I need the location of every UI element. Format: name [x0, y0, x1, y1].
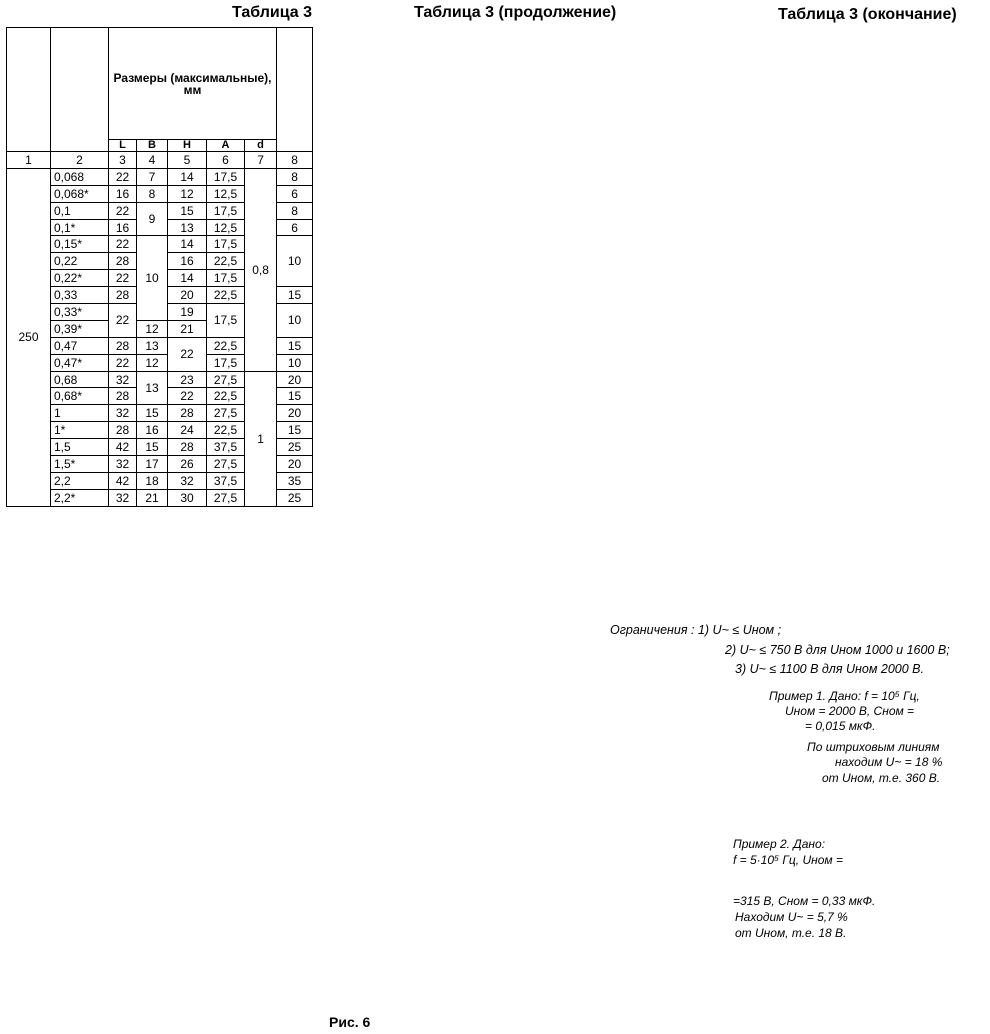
- example1-line6: от Uном, т.е. 360 В.: [822, 771, 941, 785]
- height-cell: 21: [168, 320, 207, 337]
- pitch-cell: 37,5: [207, 472, 245, 489]
- mass-cell: 25: [277, 489, 313, 506]
- pitch-cell: 37,5: [207, 439, 245, 456]
- width-cell: 21: [137, 489, 168, 506]
- lead-diameter-cell: 0,8: [245, 168, 277, 371]
- mass-cell: 35: [277, 472, 313, 489]
- table3-title: Таблица 3: [232, 4, 313, 21]
- colnum-mass: 8: [277, 152, 313, 169]
- capacity-cell: 2,2*: [51, 489, 109, 506]
- mass-cell: 10: [277, 236, 313, 287]
- pitch-cell: 27,5: [207, 456, 245, 473]
- length-cell: 28: [109, 253, 137, 270]
- capacity-cell: 1,5*: [51, 456, 109, 473]
- length-cell: 32: [109, 456, 137, 473]
- colnum-d: 7: [245, 152, 277, 169]
- header-dims: Размеры (максимальные), мм: [109, 28, 277, 140]
- height-cell: 24: [168, 422, 207, 439]
- mass-cell: 6: [277, 219, 313, 236]
- capacity-cell: 1,5: [51, 439, 109, 456]
- width-cell: 16: [137, 422, 168, 439]
- mass-cell: 10: [277, 304, 313, 338]
- capacity-cell: 2,2: [51, 472, 109, 489]
- pitch-cell: 17,5: [207, 354, 245, 371]
- capacity-cell: 1: [51, 405, 109, 422]
- capacity-cell: 0,68: [51, 371, 109, 388]
- pitch-cell: 17,5: [207, 202, 245, 219]
- length-cell: 22: [109, 168, 137, 185]
- capacity-cell: 0,068*: [51, 185, 109, 202]
- example1-line2: Uном = 2000 В, Cном =: [785, 704, 915, 718]
- width-cell: 18: [137, 472, 168, 489]
- capacity-cell: 0,33*: [51, 304, 109, 321]
- header-A: A: [207, 140, 245, 152]
- table3-part1: [6, 27, 313, 507]
- capacity-cell: 0,47*: [51, 354, 109, 371]
- mass-cell: 15: [277, 388, 313, 405]
- mass-cell: 8: [277, 202, 313, 219]
- length-cell: 42: [109, 439, 137, 456]
- table3-continued-title: Таблица 3 (продолжение): [414, 4, 617, 21]
- pitch-cell: 17,5: [207, 304, 245, 338]
- pitch-cell: 12,5: [207, 219, 245, 236]
- length-cell: 22: [109, 304, 137, 338]
- example1-line4: По штриховым линиям: [807, 740, 940, 754]
- header-mass: [277, 28, 313, 152]
- pitch-cell: 12,5: [207, 185, 245, 202]
- pitch-cell: 17,5: [207, 270, 245, 287]
- pitch-cell: 22,5: [207, 388, 245, 405]
- example1-line5: находим U~ = 18 %: [835, 755, 943, 769]
- height-cell: 19: [168, 304, 207, 321]
- height-cell: 14: [168, 168, 207, 185]
- example2-line5: от Uном, т.е. 18 В.: [735, 926, 847, 940]
- height-cell: 22: [168, 337, 207, 371]
- example2-line4: Находим U~ = 5,7 %: [735, 910, 848, 924]
- mass-cell: 8: [277, 168, 313, 185]
- header-H: H: [168, 140, 207, 152]
- height-cell: 32: [168, 472, 207, 489]
- length-cell: 32: [109, 489, 137, 506]
- mass-cell: 25: [277, 439, 313, 456]
- length-cell: 42: [109, 472, 137, 489]
- table-row: [7, 168, 313, 185]
- colnum-capacity: 2: [51, 152, 109, 169]
- pitch-cell: 22,5: [207, 287, 245, 304]
- height-cell: 28: [168, 405, 207, 422]
- pitch-cell: 27,5: [207, 489, 245, 506]
- example1-line3: = 0,015 мкФ.: [805, 719, 876, 733]
- colnum-H: 5: [168, 152, 207, 169]
- height-cell: 15: [168, 202, 207, 219]
- height-cell: 22: [168, 388, 207, 405]
- length-cell: 22: [109, 202, 137, 219]
- figure-6-nomogram: [325, 605, 985, 1015]
- mass-cell: 15: [277, 422, 313, 439]
- example2-line2: f = 5·10⁵ Гц, Uном =: [733, 853, 843, 867]
- length-cell: 28: [109, 337, 137, 354]
- capacity-cell: 0,33: [51, 287, 109, 304]
- length-cell: 22: [109, 270, 137, 287]
- pitch-cell: 27,5: [207, 405, 245, 422]
- lead-diameter-cell: 1: [245, 371, 277, 506]
- height-cell: 23: [168, 371, 207, 388]
- mass-cell: 20: [277, 456, 313, 473]
- colnum-L: 3: [109, 152, 137, 169]
- width-cell: 10: [137, 236, 168, 320]
- capacity-cell: 0,15*: [51, 236, 109, 253]
- width-cell: 12: [137, 354, 168, 371]
- capacity-cell: 0,22: [51, 253, 109, 270]
- colnum-B: 4: [137, 152, 168, 169]
- height-cell: 26: [168, 456, 207, 473]
- colnum-voltage: 1: [7, 152, 51, 169]
- mass-cell: 10: [277, 354, 313, 371]
- pitch-cell: 22,5: [207, 422, 245, 439]
- height-cell: 20: [168, 287, 207, 304]
- capacity-cell: 0,47: [51, 337, 109, 354]
- header-B: B: [137, 140, 168, 152]
- pitch-cell: 22,5: [207, 253, 245, 270]
- length-cell: 28: [109, 422, 137, 439]
- pitch-cell: 17,5: [207, 236, 245, 253]
- example2-line1: Пример 2. Дано:: [733, 837, 826, 851]
- table-row: [7, 371, 313, 388]
- capacity-cell: 1*: [51, 422, 109, 439]
- length-cell: 32: [109, 371, 137, 388]
- voltage-cell: 250: [7, 168, 51, 506]
- capacity-cell: 0,1*: [51, 219, 109, 236]
- annotations: [610, 623, 981, 940]
- width-cell: 15: [137, 405, 168, 422]
- pitch-cell: 17,5: [207, 168, 245, 185]
- capacity-cell: 0,1: [51, 202, 109, 219]
- width-cell: 7: [137, 168, 168, 185]
- mass-cell: 20: [277, 405, 313, 422]
- restriction-2: 2) U~ ≤ 750 В для Uном 1000 и 1600 В;: [725, 643, 950, 657]
- height-cell: 12: [168, 185, 207, 202]
- header-L: L: [109, 140, 137, 152]
- header-voltage: [7, 28, 51, 152]
- height-cell: 13: [168, 219, 207, 236]
- mass-cell: 20: [277, 371, 313, 388]
- height-cell: 28: [168, 439, 207, 456]
- width-cell: 13: [137, 337, 168, 354]
- mass-cell: 6: [277, 185, 313, 202]
- capacity-cell: 0,22*: [51, 270, 109, 287]
- mass-cell: 15: [277, 287, 313, 304]
- colnum-A: 6: [207, 152, 245, 169]
- height-cell: 30: [168, 489, 207, 506]
- figure-caption: Рис. 6: [329, 1014, 371, 1030]
- length-cell: 32: [109, 405, 137, 422]
- length-cell: 16: [109, 219, 137, 236]
- pitch-cell: 27,5: [207, 371, 245, 388]
- width-cell: 17: [137, 456, 168, 473]
- height-cell: 16: [168, 253, 207, 270]
- length-cell: 28: [109, 388, 137, 405]
- mass-cell: 15: [277, 337, 313, 354]
- example1-line1: Пример 1. Дано: f = 10⁵ Гц,: [769, 689, 920, 703]
- length-cell: 28: [109, 287, 137, 304]
- pitch-cell: 22,5: [207, 337, 245, 354]
- width-cell: 8: [137, 185, 168, 202]
- width-cell: 15: [137, 439, 168, 456]
- capacity-cell: 0,68*: [51, 388, 109, 405]
- length-cell: 16: [109, 185, 137, 202]
- header-capacity: [51, 28, 109, 152]
- width-cell: 9: [137, 202, 168, 236]
- height-cell: 14: [168, 236, 207, 253]
- width-cell: 13: [137, 371, 168, 405]
- table3-end-title: Таблица 3 (окончание): [778, 6, 957, 23]
- restriction-3: 3) U~ ≤ 1100 В для Uном 2000 В.: [735, 662, 924, 676]
- length-cell: 22: [109, 236, 137, 253]
- width-cell: 12: [137, 320, 168, 337]
- example2-line3: =315 В, Cном = 0,33 мкФ.: [733, 894, 876, 908]
- header-d: d: [245, 140, 277, 152]
- restriction-1: Ограничения : 1) U~ ≤ Uном ;: [610, 623, 782, 637]
- height-cell: 14: [168, 270, 207, 287]
- capacity-cell: 0,39*: [51, 320, 109, 337]
- capacity-cell: 0,068: [51, 168, 109, 185]
- length-cell: 22: [109, 354, 137, 371]
